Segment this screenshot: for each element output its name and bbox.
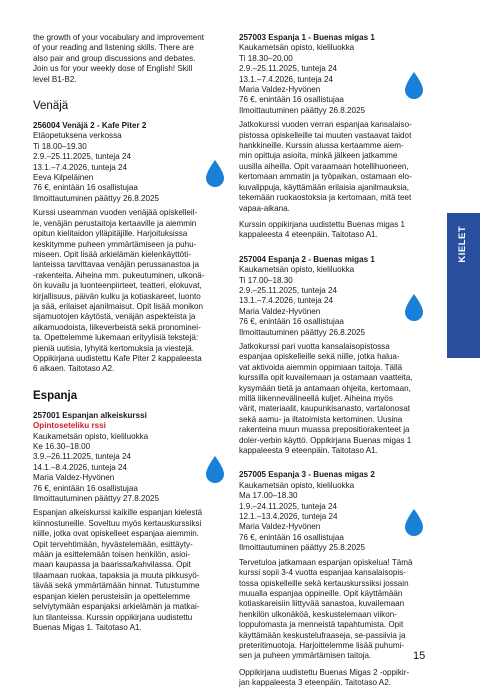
text-line: lun tilanteissa. Kurssin oppikirjana uudistettu	[33, 612, 193, 622]
text-line: lanteissa tarvittavaa venäjän perussanastoa ja	[33, 260, 200, 270]
course-title[interactable]: 257005 Espanja 3 - Buenas migas 2	[239, 470, 375, 480]
course-description	[239, 342, 429, 456]
course-dates-spring: 13.1.–7.4.2026, tunteja 24	[239, 296, 334, 306]
section-heading-spanish: Espanja	[33, 389, 78, 402]
course-header	[33, 121, 230, 204]
text-line: kertomaan ammatin ja työpaikan, ostamaan elo-	[239, 172, 412, 182]
text-line: sijamuotojen käytöstä, venäjän aspekteista ja	[33, 312, 196, 322]
course-title[interactable]: 257004 Espanja 2 - Buenas migas 1	[239, 254, 375, 264]
water-drop-icon	[403, 293, 425, 323]
water-drop-icon	[204, 455, 226, 485]
text-line: kappaleesta 4 eteenpäin. Taitotaso A1.	[239, 230, 378, 240]
text-line: jan kappaleesta 3 eteenpäin. Taitotaso A2.	[239, 678, 391, 688]
text-line: le, venäjän perustaitoja kertaaville ja aiemmin	[33, 218, 197, 228]
course-dates-autumn: 1.9.–24.11.2025, tunteja 24	[239, 501, 337, 511]
text-line: kappaleesta 9 eteenpäin. Taitotaso A1.	[239, 446, 378, 456]
text-line: loppulomasta ja menneistä tapahtumista. Opit	[239, 620, 404, 630]
course-location: Kaukametsän opisto, kieliluokka	[239, 43, 355, 53]
text-line: henkilön ulkonäköä, keskustelemaan viikon-	[239, 609, 397, 619]
course-dates-autumn: 2.9.–25.11.2025, tunteja 24	[33, 152, 131, 162]
course-header	[239, 470, 429, 553]
text-line: vat aktivoida aiemmin oppimiaan taitoja. Tällä	[239, 362, 403, 372]
course-description	[33, 508, 230, 633]
course-dates-spring: 12.1.–13.4.2026, tunteja 24	[239, 512, 338, 522]
course-description	[239, 120, 429, 214]
text-line: opitun kielitaidon ylläpitäjille. Harjoituksissa	[33, 229, 188, 239]
course-teacher: Maria Valdez-Hyvönen	[33, 473, 115, 483]
text-line: of your reading and listening skills. There are	[33, 43, 194, 53]
text-line: kuvalippuja, käyttämään erilaisia ajanilmauksia,	[239, 182, 410, 192]
text-line: vapaa-aikana.	[239, 203, 290, 213]
text-line: tilaamaan ruokaa, tapaksia ja muuta pikkusyö-	[33, 570, 200, 580]
course-deadline: Ilmoittautuminen päättyy 26.8.2025	[33, 193, 159, 203]
text-line: level B1-B2.	[33, 74, 77, 84]
course-title[interactable]: 256004 Venäjä 2 - Kafe Piter 2	[33, 121, 147, 131]
text-line: ön kuvailu ja luonteenpiirteet, teatteri, elokuvat,	[33, 281, 202, 291]
course-dates-autumn: 2.9.–25.11.2025, tunteja 24	[239, 285, 337, 295]
course-price: 76 €, enintään 16 osallistujaa	[33, 483, 138, 493]
text-line: kysymään tietä ja antamaan ohjeita, kertomaan,	[239, 383, 411, 393]
course-description	[33, 208, 230, 375]
course-teacher: Maria Valdez-Hyvönen	[239, 85, 321, 95]
course-title[interactable]: 257001 Espanjan alkeiskurssi	[33, 410, 147, 420]
text-line: Buenas Migas 1. Taitotaso A1.	[33, 622, 142, 632]
text-line: tossa opiskelleille sekä kertauskurssiksi jossain	[239, 578, 409, 588]
text-line: kirjallisuus, päivän kulku ja kotiaskareet, luonto	[33, 291, 201, 301]
course-time: Ti 18.30–20.00	[239, 53, 293, 63]
text-line: kotiaskareisiin liittyvää sanastoa, kuvailemaan	[239, 599, 405, 609]
course-textbook-note	[239, 668, 429, 689]
text-line: käyttämään keskustelufraaseja, se-passiivia ja	[239, 630, 406, 640]
text-line: Oppikirjana uudistettu Buenas Migas 2 -oppikir-	[239, 667, 410, 677]
course-price: 76 €, enintään 16 osallistujaa	[239, 317, 344, 327]
course-deadline: Ilmoittautuminen päättyy 26.8.2025	[239, 327, 365, 337]
text-line: miseen. Opit lisää arkielämän kielenkäyttöti-	[33, 249, 191, 259]
text-line: Tervetuloa jatkamaan espanjan opiskelua! Tämä	[239, 557, 413, 567]
section-heading-russian: Venäjä	[33, 100, 69, 113]
text-line: espanjan kielen perusteisiin ja opettelemme	[33, 591, 191, 601]
text-line: muualla espanjaa oppineille. Opit käyttämään	[239, 588, 403, 598]
course-teacher: Eeva Kilpeläinen	[33, 173, 94, 183]
course-dates-spring: 14.1.–8.4.2026, tunteja 24	[33, 462, 128, 472]
course-257001	[33, 411, 230, 634]
text-line: niille, jotka ovat opiskelleet espanjaa aiemmin.	[33, 529, 200, 539]
left-column	[33, 33, 230, 641]
text-line: kurssi sopii 3-4 vuotta espanjaa kansalaisopis-	[239, 568, 406, 578]
intro-text	[33, 33, 230, 85]
course-title[interactable]: 257003 Espanja 1 - Buenas migas 1	[239, 33, 375, 42]
text-line: selviytymään espanjaksi arkielämän ja matkai-	[33, 602, 200, 612]
text-line: min opittuja asioita, minkä jälkeen jatkamme	[239, 151, 398, 161]
course-price: 76 €, enintään 16 osallistujaa	[33, 183, 138, 193]
text-line: millä liikennevälineellä kuljet. Aiheina myös	[239, 394, 393, 403]
text-line: Jatkokurssi pari vuotta kansalaisopistossa	[239, 341, 390, 351]
text-line: Kurssin oppikirjana uudistettu Buenas migas 1	[239, 219, 406, 229]
course-time: Ti 17.00–18.30	[239, 275, 293, 285]
course-price: 76 €, enintään 16 osallistujaa	[239, 532, 344, 542]
right-column	[239, 33, 429, 697]
text-line: uusilla aiheilla. Opit varaamaan hotellihuoneen,	[239, 161, 409, 171]
course-time: Ti 18.00–19.30	[33, 141, 87, 151]
side-tab-label-box	[447, 213, 480, 275]
course-tag: Opintoseteliku rssi	[33, 421, 106, 431]
course-dates-spring: 13.1.–7.4.2026, tunteja 24	[239, 74, 334, 84]
course-dates-spring: 13.1.–7.4.2026, tunteja 24	[33, 162, 128, 172]
text-line: Espanjan alkeiskurssi kaikille espanjan kielestä	[33, 508, 203, 518]
course-257003	[239, 33, 429, 241]
course-price: 76 €, enintään 16 osallistujaa	[239, 95, 344, 105]
water-drop-icon	[403, 71, 425, 101]
text-line: the growth of your vocabulary and improvement	[33, 33, 204, 42]
text-line: mään ja esittelemään toisen henkilön, asioi-	[33, 550, 191, 560]
course-deadline: Ilmoittautuminen päättyy 26.8.2025	[239, 105, 365, 115]
text-line: -rakenteita. Aiheina mm. pukeutuminen, ulkonä-	[33, 270, 205, 280]
text-line: värit, materiaalit, kaupunkisanasto, vartalonosat	[239, 404, 410, 414]
text-line: pistossa opiskelleille tai muuten vastaavat taidot	[239, 130, 412, 140]
course-time: Ke 16.30–18.00	[33, 442, 91, 451]
side-tab-label: KIELET	[457, 225, 469, 263]
text-line: rakenteina muun muassa prepositiorakenteet ja	[239, 425, 410, 435]
text-line: preteritimuotoja. Harjoittelemme lisää puhumi-	[239, 640, 405, 650]
course-deadline: Ilmoittautuminen päättyy 27.8.2025	[33, 494, 159, 504]
section-side-tab	[447, 213, 480, 358]
course-256004	[33, 121, 230, 375]
course-257004	[239, 255, 429, 457]
text-line: hankkineille. Kurssin alussa kertaamme aiem-	[239, 141, 404, 151]
text-line: tekemään ruokaostoksia ja kertomaan, mitä teet	[239, 193, 412, 203]
text-line: also pair and group discussions and debates.	[33, 53, 196, 63]
course-textbook-note	[239, 220, 429, 241]
course-deadline: Ilmoittautuminen päättyy 25.8.2025	[239, 543, 365, 553]
text-line: maan kaupassa ja baarissa/kahvilassa. Opit	[33, 560, 191, 570]
text-line: aikamuodoista, liikeverbeistä sekä pronominei-	[33, 322, 201, 332]
text-line: doler-verbin käyttö. Oppikirjana Buenas migas 1	[239, 435, 412, 445]
text-line: ta. Opettelemme lukemaan erityylisiä tekstejä:	[33, 333, 199, 343]
text-line: tävää sekä ymmärtämään hinnat. Tutustumme	[33, 581, 200, 591]
text-line: kurssilla opit kuvailemaan ja ostamaan vaatteita,	[239, 373, 413, 383]
course-header	[239, 255, 429, 338]
course-header	[239, 33, 429, 116]
course-header	[33, 411, 230, 505]
water-drop-icon	[403, 508, 425, 538]
text-line: keskitymme puheen ymmärtämiseen ja puhu-	[33, 239, 197, 249]
course-dates-autumn: 3.9.–26.11.2025, tunteja 24	[33, 452, 131, 462]
text-line: Kurssi useamman vuoden venäjää opiskelleil-	[33, 208, 198, 218]
course-257005	[239, 470, 429, 688]
text-line: 6 alkaen. Taitotaso A2.	[33, 364, 115, 374]
text-line: Jatkokurssi vuoden verran espanjaa kansalaisо-	[239, 120, 412, 130]
water-drop-icon	[204, 159, 226, 189]
text-line: Opit tervehtimään, hyvästelemään, esittäyty-	[33, 539, 193, 549]
text-line: Join us for your weekly dose of English! Skill	[33, 64, 193, 74]
text-line: espanjaa opiskelleille sekä niille, jotka halua-	[239, 352, 400, 362]
text-line: kiinnostuneille. Soveltuu myös kertauskurssiksi	[33, 518, 202, 528]
page-number: 15	[413, 650, 426, 662]
course-time: Ma 17.00–18.30	[239, 491, 298, 501]
text-line: sekä aamu- ja iltatoimista kertominen. Uusina	[239, 414, 403, 424]
course-description	[239, 558, 429, 662]
text-line: sen ja puheen ymmärtämisen taitoja.	[239, 651, 372, 661]
course-teacher: Maria Valdez-Hyvönen	[239, 522, 321, 532]
text-line: ja sää, erilaiset ajanilmaisut. Opit lisää monikon	[33, 301, 204, 311]
course-teacher: Maria Valdez-Hyvönen	[239, 306, 321, 316]
course-location: Kaukametsän opisto, kieliluokka	[239, 265, 355, 275]
course-location: Kaukametsän opisto, kieliluokka	[33, 431, 149, 441]
course-dates-autumn: 2.9.–25.11.2025, tunteja 24	[239, 64, 337, 74]
course-location: Etäopetuksena verkossa	[33, 131, 122, 141]
course-location: Kaukametsän opisto, kieliluokka	[239, 480, 355, 490]
text-line: pieniä uutisia, lyhyitä kertomuksia ja viestejä.	[33, 343, 195, 353]
text-line: Oppikirjana uudistettu Kafe Piter 2 kappaleesta	[33, 353, 202, 363]
